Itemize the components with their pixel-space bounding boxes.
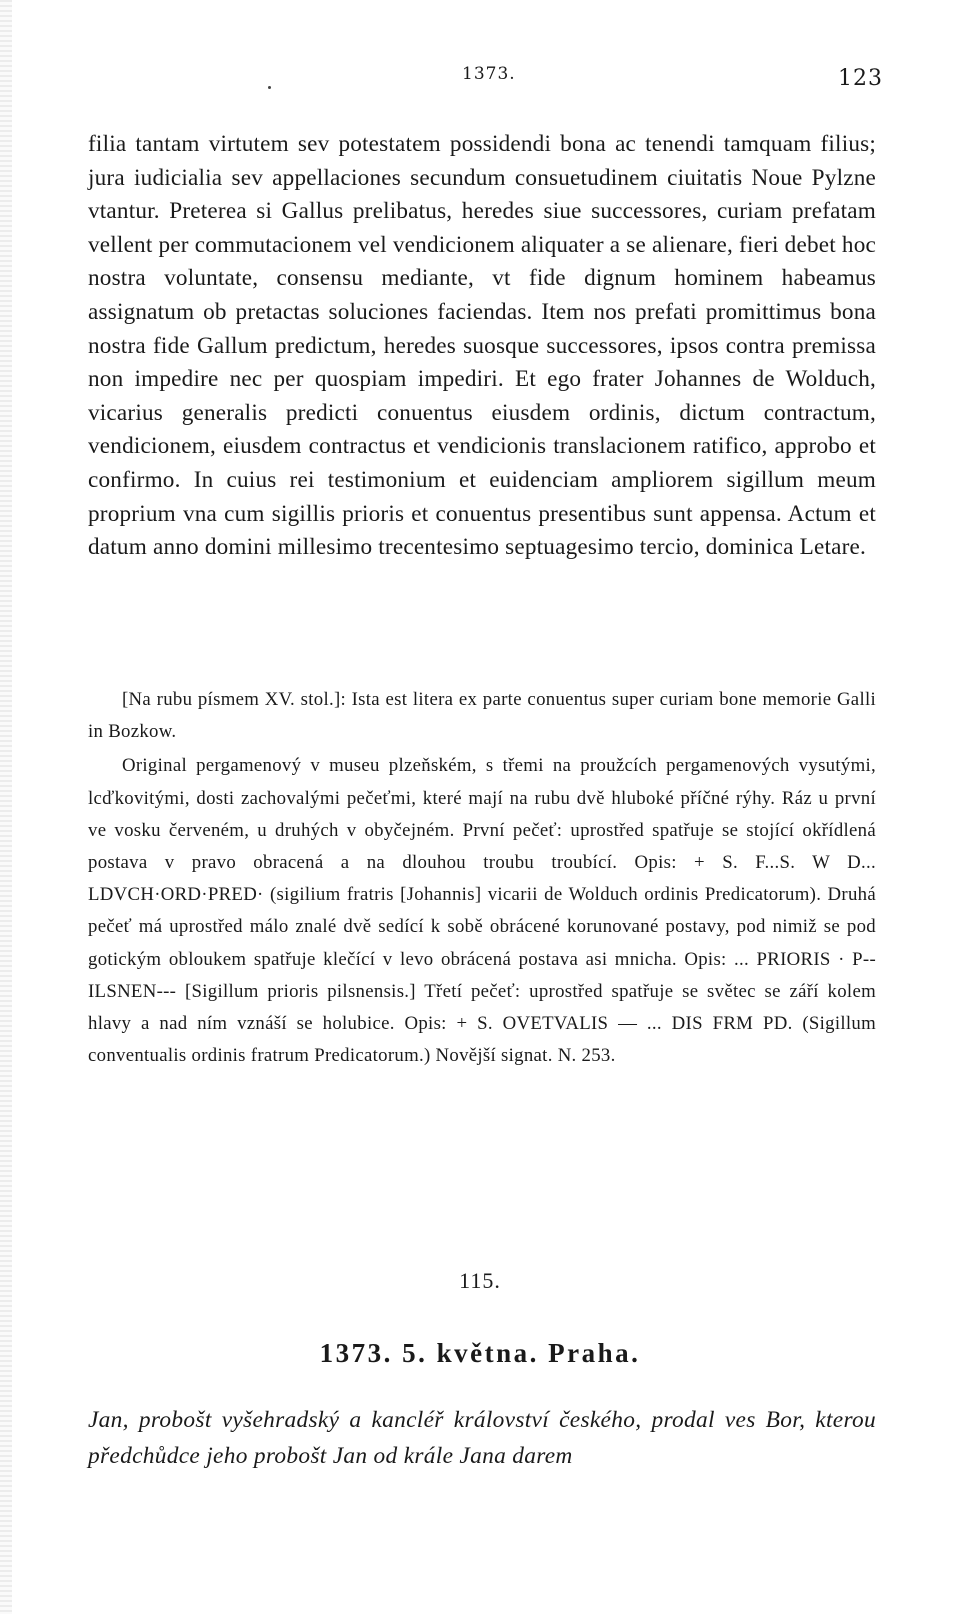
dorsal-note: [Na rubu písmem XV. stol.]: Ista est litera ex parte conuentus super curiam bone memorie Galli in Bozkow. bbox=[88, 689, 876, 743]
running-header-year: 1373. bbox=[462, 64, 516, 84]
seal-description: Original pergamenový v museu plzeňském, s třemi na proužcích pergamenových vysutými, lcďkovitými, dosti zachovalými pečeťmi, které mají na rubu dvě hluboké příčné rýhy. Ráz u první ve vosku červeném, u druhých v obyčejném. První pečeť: uprostřed spatřuje se stojící okřídlená postava v pravo obracená a na dlouhou troubu troubící. Opis: + S. F...S. W D... LDVCH·ORD·PRED· (sigilium fratris [Johannis] vicarii de Wolduch ordinis Predicatorum). Druhá pečeť má uprostřed málo znalé dvě sedící k sobě obrácené korunované postavy, pod nimiž se pod gotickým obloukem spatřuje klečící v levo obrácená postava asi mnicha. Opis: ... PRIORIS · P--ILSNEN--- [Sigillum prioris pilsnensis.] Třetí pečeť: uprostřed spatřuje se světec se září kolem hlavy a nad ním vznáší se holubice. Opis: + S. OVETVALIS — ... DIS FRM PD. (Sigillum conventualis ordinis fratrum Predicatorum.) Novější signat. N. 253. bbox=[88, 755, 876, 1067]
document-heading: 1373. 5. května. Praha. bbox=[319, 1338, 641, 1368]
editorial-notes bbox=[88, 684, 876, 1072]
document-number: 115. bbox=[459, 1268, 501, 1293]
print-speck bbox=[268, 86, 271, 89]
scan-edge bbox=[0, 0, 12, 1614]
document-regest: Jan, probošt vyšehradský a kancléř království českého, prodal ves Bor, kterou předchůdce jeho probošt Jan od krále Jana darem bbox=[88, 1407, 876, 1469]
charter-text bbox=[88, 128, 876, 565]
page-number: 123 bbox=[838, 66, 883, 91]
charter-paragraph: filia tantam virtutem sev potestatem possidendi bona ac tenendi tamquam filius; jura iudicialia sev appellaciones secundum consuetudinem ciuitatis Noue Pylzne vtantur. Preterea si Gallus prelibatus, heredes siue successores, curiam prefatam vellent per commutacionem vel vendicionem aliquater a se alienare, fieri debet hoc nostra voluntate, consensu mediante, vt fide dignum hominem habeamus assignatum ob pretactas soluciones faciendas. Item nos prefati promittimus bona nostra fide Gallum predictum, heredes suosque successores, ipsos contra premissa non impedire nec per quospiam impediri. Et ego frater Johannes de Wolduch, vicarius generalis predicti conuentus eiusdem ordinis, dictum contractum, vendicionem, eiusdem contractus et vendicionis translacionem ratifico, approbo et confirmo. In cuius rei testimonium et euidenciam ampliorem sigillum meum proprium vna cum sigillis prioris et conuentus presentibus sunt appensa. Actum et datum anno domini millesimo trecentesimo septuagesimo tercio, dominica Letare. bbox=[88, 131, 876, 561]
